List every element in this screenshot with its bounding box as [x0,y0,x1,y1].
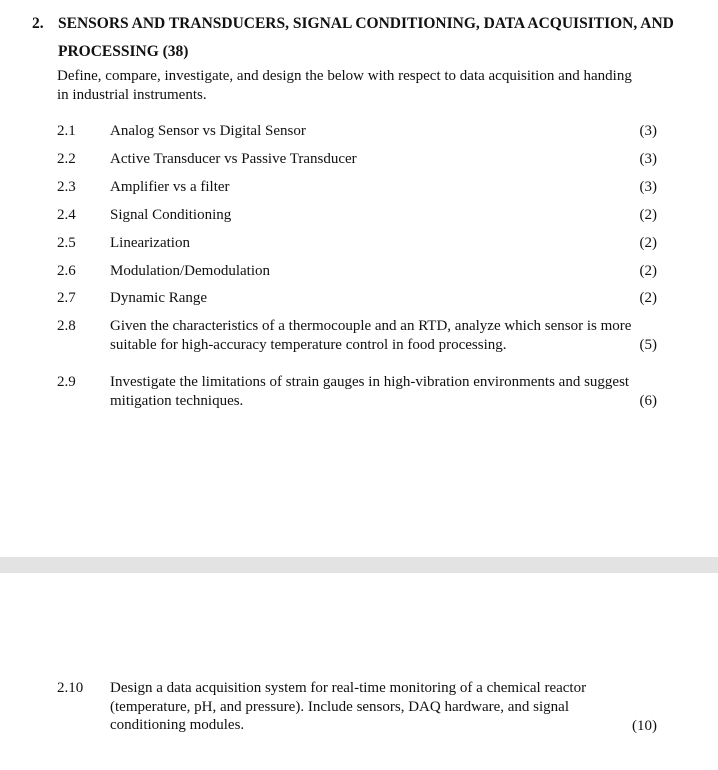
item-number: 2.3 [57,179,76,195]
item-marks: (3) [639,123,657,139]
page-separator [0,557,718,573]
item-text: Active Transducer vs Passive Transducer [110,151,357,167]
item-number: 2.8 [57,318,76,334]
item-text: Modulation/Demodulation [110,263,270,279]
item-number: 2.1 [57,123,76,139]
item-marks: (2) [639,263,657,279]
question-description: Define, compare, investigate, and design the below with respect to data acquisition and handing in industrial instruments. [57,68,632,103]
item-text: Signal Conditioning [110,207,232,223]
item-text: Amplifier vs a filter [110,179,230,195]
item-marks: (5) [639,337,657,353]
question-number: 2. [32,15,44,32]
item-number: 2.4 [57,207,76,223]
item-text: Dynamic Range [110,290,208,306]
item-number: 2.6 [57,263,76,279]
item-text: Analog Sensor vs Digital Sensor [110,123,306,139]
item-text: Design a data acquisition system for real-time monitoring of a chemical reactor (temperature, pH, and pressure). Include sensors, DAQ hardware, and signal conditioning modules. [110,680,587,733]
item-marks: (2) [639,235,657,251]
question-title: SENSORS AND TRANSDUCERS, SIGNAL CONDITIONING, DATA ACQUISITION, AND PROCESSING (38) [58,15,674,60]
item-text: Given the characteristics of a thermocouple and an RTD, analyze which sensor is more suitable for high-accuracy temperature control in food processing. [110,318,632,353]
item-marks: (6) [639,393,657,409]
page-bottom [0,573,718,770]
item-marks: (10) [632,718,657,734]
item-text: Investigate the limitations of strain gauges in high-vibration environments and suggest mitigation techniques. [110,374,630,409]
item-number: 2.2 [57,151,76,167]
item-marks: (2) [639,290,657,306]
item-number: 2.5 [57,235,76,251]
item-number: 2.7 [57,290,76,306]
item-number: 2.10 [57,680,84,696]
item-marks: (3) [639,151,657,167]
item-marks: (2) [639,207,657,223]
item-text: Linearization [110,235,190,251]
item-marks: (3) [639,179,657,195]
item-number: 2.9 [57,374,76,390]
